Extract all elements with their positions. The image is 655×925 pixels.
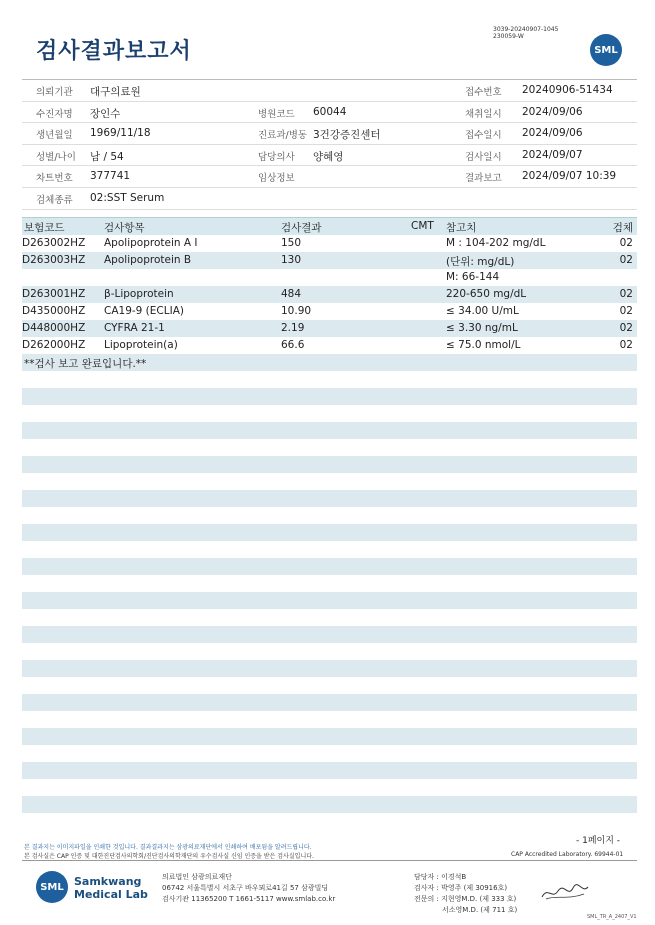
empty-row — [22, 660, 637, 677]
hospital-code-label: 병원코드 — [258, 108, 295, 120]
doctor-label: 담당의사 — [258, 151, 295, 163]
row-ref: M: 66-144 — [446, 271, 500, 283]
form-code: SML_TR_A_2407_V1 — [587, 914, 637, 920]
empty-row — [22, 592, 637, 609]
table-row — [22, 303, 637, 320]
examinee-label: 수진자명 — [36, 108, 73, 120]
page-number: - 1페이지 - — [576, 836, 621, 846]
report-complete-note: **검사 보고 완료입니다.** — [24, 358, 147, 370]
collect-date-value: 2024/09/06 — [522, 105, 583, 118]
row-code: D263001HZ — [22, 288, 86, 300]
staff-line2: 검사자 : 박영주 (제 30916호) — [414, 884, 508, 892]
test-date-value: 2024/09/07 — [522, 148, 583, 161]
footer-divider — [22, 860, 637, 861]
test-date-label: 검사일시 — [465, 151, 502, 163]
table-row — [22, 337, 637, 354]
notice-line2: 본 검사실은 CAP 인증 및 대한진단검사의학회/진단검사의학재단의 우수검사실 신임 인증을 받은 검사실입니다. — [24, 853, 314, 860]
info-row — [22, 80, 637, 102]
specimen-value: 02:SST Serum — [90, 191, 165, 204]
receipt-no-value: 20240906-51434 — [522, 84, 613, 96]
specimen-label: 검체종류 — [36, 194, 73, 206]
empty-row — [22, 388, 637, 405]
document-code-line1: 3039-20240907-1045 — [493, 26, 559, 33]
row-specimen: 02 — [619, 305, 633, 317]
page-title: 검사결과보고서 — [36, 39, 192, 64]
row-ref: ≤ 34.00 U/mL — [446, 305, 519, 317]
empty-rows — [22, 388, 637, 830]
report-date-value: 2024/09/07 10:39 — [522, 170, 617, 183]
report-date-label: 결과보고 — [465, 173, 502, 185]
results-table — [22, 217, 637, 371]
cap-accreditation: CAP Accredited Laboratory. 69944-01 — [511, 851, 624, 858]
receipt-no-label: 접수번호 — [465, 87, 502, 98]
receipt-date-value: 2024/09/06 — [522, 127, 583, 140]
row-result: 150 — [281, 237, 302, 249]
row-specimen: 02 — [619, 237, 633, 249]
empty-row — [22, 422, 637, 439]
header-code: 보험코드 — [24, 222, 65, 234]
chart-no-value: 377741 — [90, 170, 131, 183]
sex-age-value: 남 / 54 — [90, 150, 124, 163]
row-result: 66.6 — [281, 339, 305, 351]
row-code: D263003HZ — [22, 254, 86, 266]
clinical-info-label: 임상정보 — [258, 173, 295, 185]
header-result: 검사결과 — [281, 222, 322, 234]
chart-no-label: 차트번호 — [36, 173, 73, 185]
row-ref: (단위: mg/dL) — [446, 256, 515, 268]
info-row — [22, 145, 637, 167]
examinee-value: 장인수 — [90, 107, 121, 120]
info-row — [22, 188, 637, 210]
row-result: 10.90 — [281, 305, 312, 317]
row-item: Apolipoprotein A I — [104, 237, 198, 249]
row-specimen: 02 — [619, 322, 633, 334]
header-specimen: 검체 — [612, 222, 633, 234]
brand-line2: Medical Lab — [74, 888, 148, 901]
empty-row — [22, 558, 637, 575]
signature-icon — [540, 882, 590, 904]
document-code — [493, 26, 558, 40]
empty-row — [22, 796, 637, 813]
row-specimen: 02 — [619, 254, 633, 266]
address-line1: 의료법인 삼광의료재단 — [162, 873, 232, 881]
lab-address — [162, 872, 335, 905]
table-row — [22, 320, 637, 337]
dept-value: 3건강증진센터 — [313, 129, 381, 142]
row-item: Apolipoprotein B — [104, 254, 192, 266]
row-ref: ≤ 3.30 ng/mL — [446, 322, 518, 334]
notice-line1: 본 결과지는 이미지파일을 인쇄한 것입니다. 결과결과지는 삼광의료재단에서 인쇄하여 배포됨을 알려드립니다. — [24, 844, 312, 851]
row-specimen: 02 — [619, 288, 633, 300]
row-code: D435000HZ — [22, 305, 86, 317]
header-cmt: CMT — [411, 220, 434, 232]
row-result: 484 — [281, 288, 302, 300]
document-code-line2: 230059-W — [493, 33, 524, 40]
sml-logo-icon: SML — [590, 34, 622, 66]
table-row — [22, 354, 637, 371]
row-item: β-Lipoprotein — [104, 288, 174, 300]
sex-age-label: 성별/나이 — [36, 151, 76, 163]
row-item: Lipoprotein(a) — [104, 339, 178, 351]
empty-row — [22, 490, 637, 507]
doctor-value: 양혜영 — [313, 150, 344, 163]
dept-label: 진료과/병동 — [258, 130, 308, 142]
row-result: 130 — [281, 254, 302, 266]
birth-value: 1969/11/18 — [90, 127, 151, 140]
staff-line3: 전문의 : 지현영M.D. (제 333 호) — [414, 895, 517, 903]
row-code: D263002HZ — [22, 237, 86, 249]
empty-row — [22, 524, 637, 541]
sml-logo-icon: SML — [36, 871, 68, 903]
row-item: CA19-9 (ECLIA) — [104, 305, 184, 317]
staff-line4: 서소영M.D. (제 711 호) — [442, 906, 518, 914]
institution-value: 대구의료원 — [90, 86, 141, 98]
table-row — [22, 269, 637, 286]
empty-row — [22, 626, 637, 643]
table-row — [22, 286, 637, 303]
staff-list — [414, 872, 517, 916]
patient-info-table — [22, 79, 637, 210]
empty-row — [22, 728, 637, 745]
info-row — [22, 166, 637, 188]
table-row — [22, 235, 637, 252]
brand-line1: Samkwang — [74, 875, 142, 888]
row-ref: 220-650 mg/dL — [446, 288, 527, 300]
info-row — [22, 102, 637, 124]
birth-label: 생년월일 — [36, 130, 73, 142]
results-header — [22, 217, 637, 235]
staff-line1: 담당자 : 이경석B — [414, 873, 467, 881]
receipt-date-label: 접수일시 — [465, 130, 502, 142]
header-item: 검사항목 — [104, 222, 145, 234]
row-result: 2.19 — [281, 322, 305, 334]
row-ref: ≤ 75.0 nmol/L — [446, 339, 521, 351]
address-line2: 06742 서울특별시 서초구 바우뫼로41길 57 삼광빌딩 — [162, 884, 329, 892]
row-code: D262000HZ — [22, 339, 86, 351]
empty-row — [22, 762, 637, 779]
empty-row — [22, 456, 637, 473]
collect-date-label: 채취일시 — [465, 108, 502, 120]
header-ref: 참고치 — [446, 222, 477, 234]
hospital-code-value: 60044 — [313, 105, 347, 118]
info-row — [22, 123, 637, 145]
row-code: D448000HZ — [22, 322, 86, 334]
brand-name — [74, 875, 148, 901]
institution-label: 의뢰기관 — [36, 87, 73, 98]
row-ref: M : 104-202 mg/dL — [446, 237, 546, 249]
table-row — [22, 252, 637, 269]
row-specimen: 02 — [619, 339, 633, 351]
empty-row — [22, 694, 637, 711]
address-line3: 검사기관 11365200 T 1661-5117 www.smlab.co.kr — [162, 895, 336, 903]
row-item: CYFRA 21-1 — [104, 322, 165, 334]
